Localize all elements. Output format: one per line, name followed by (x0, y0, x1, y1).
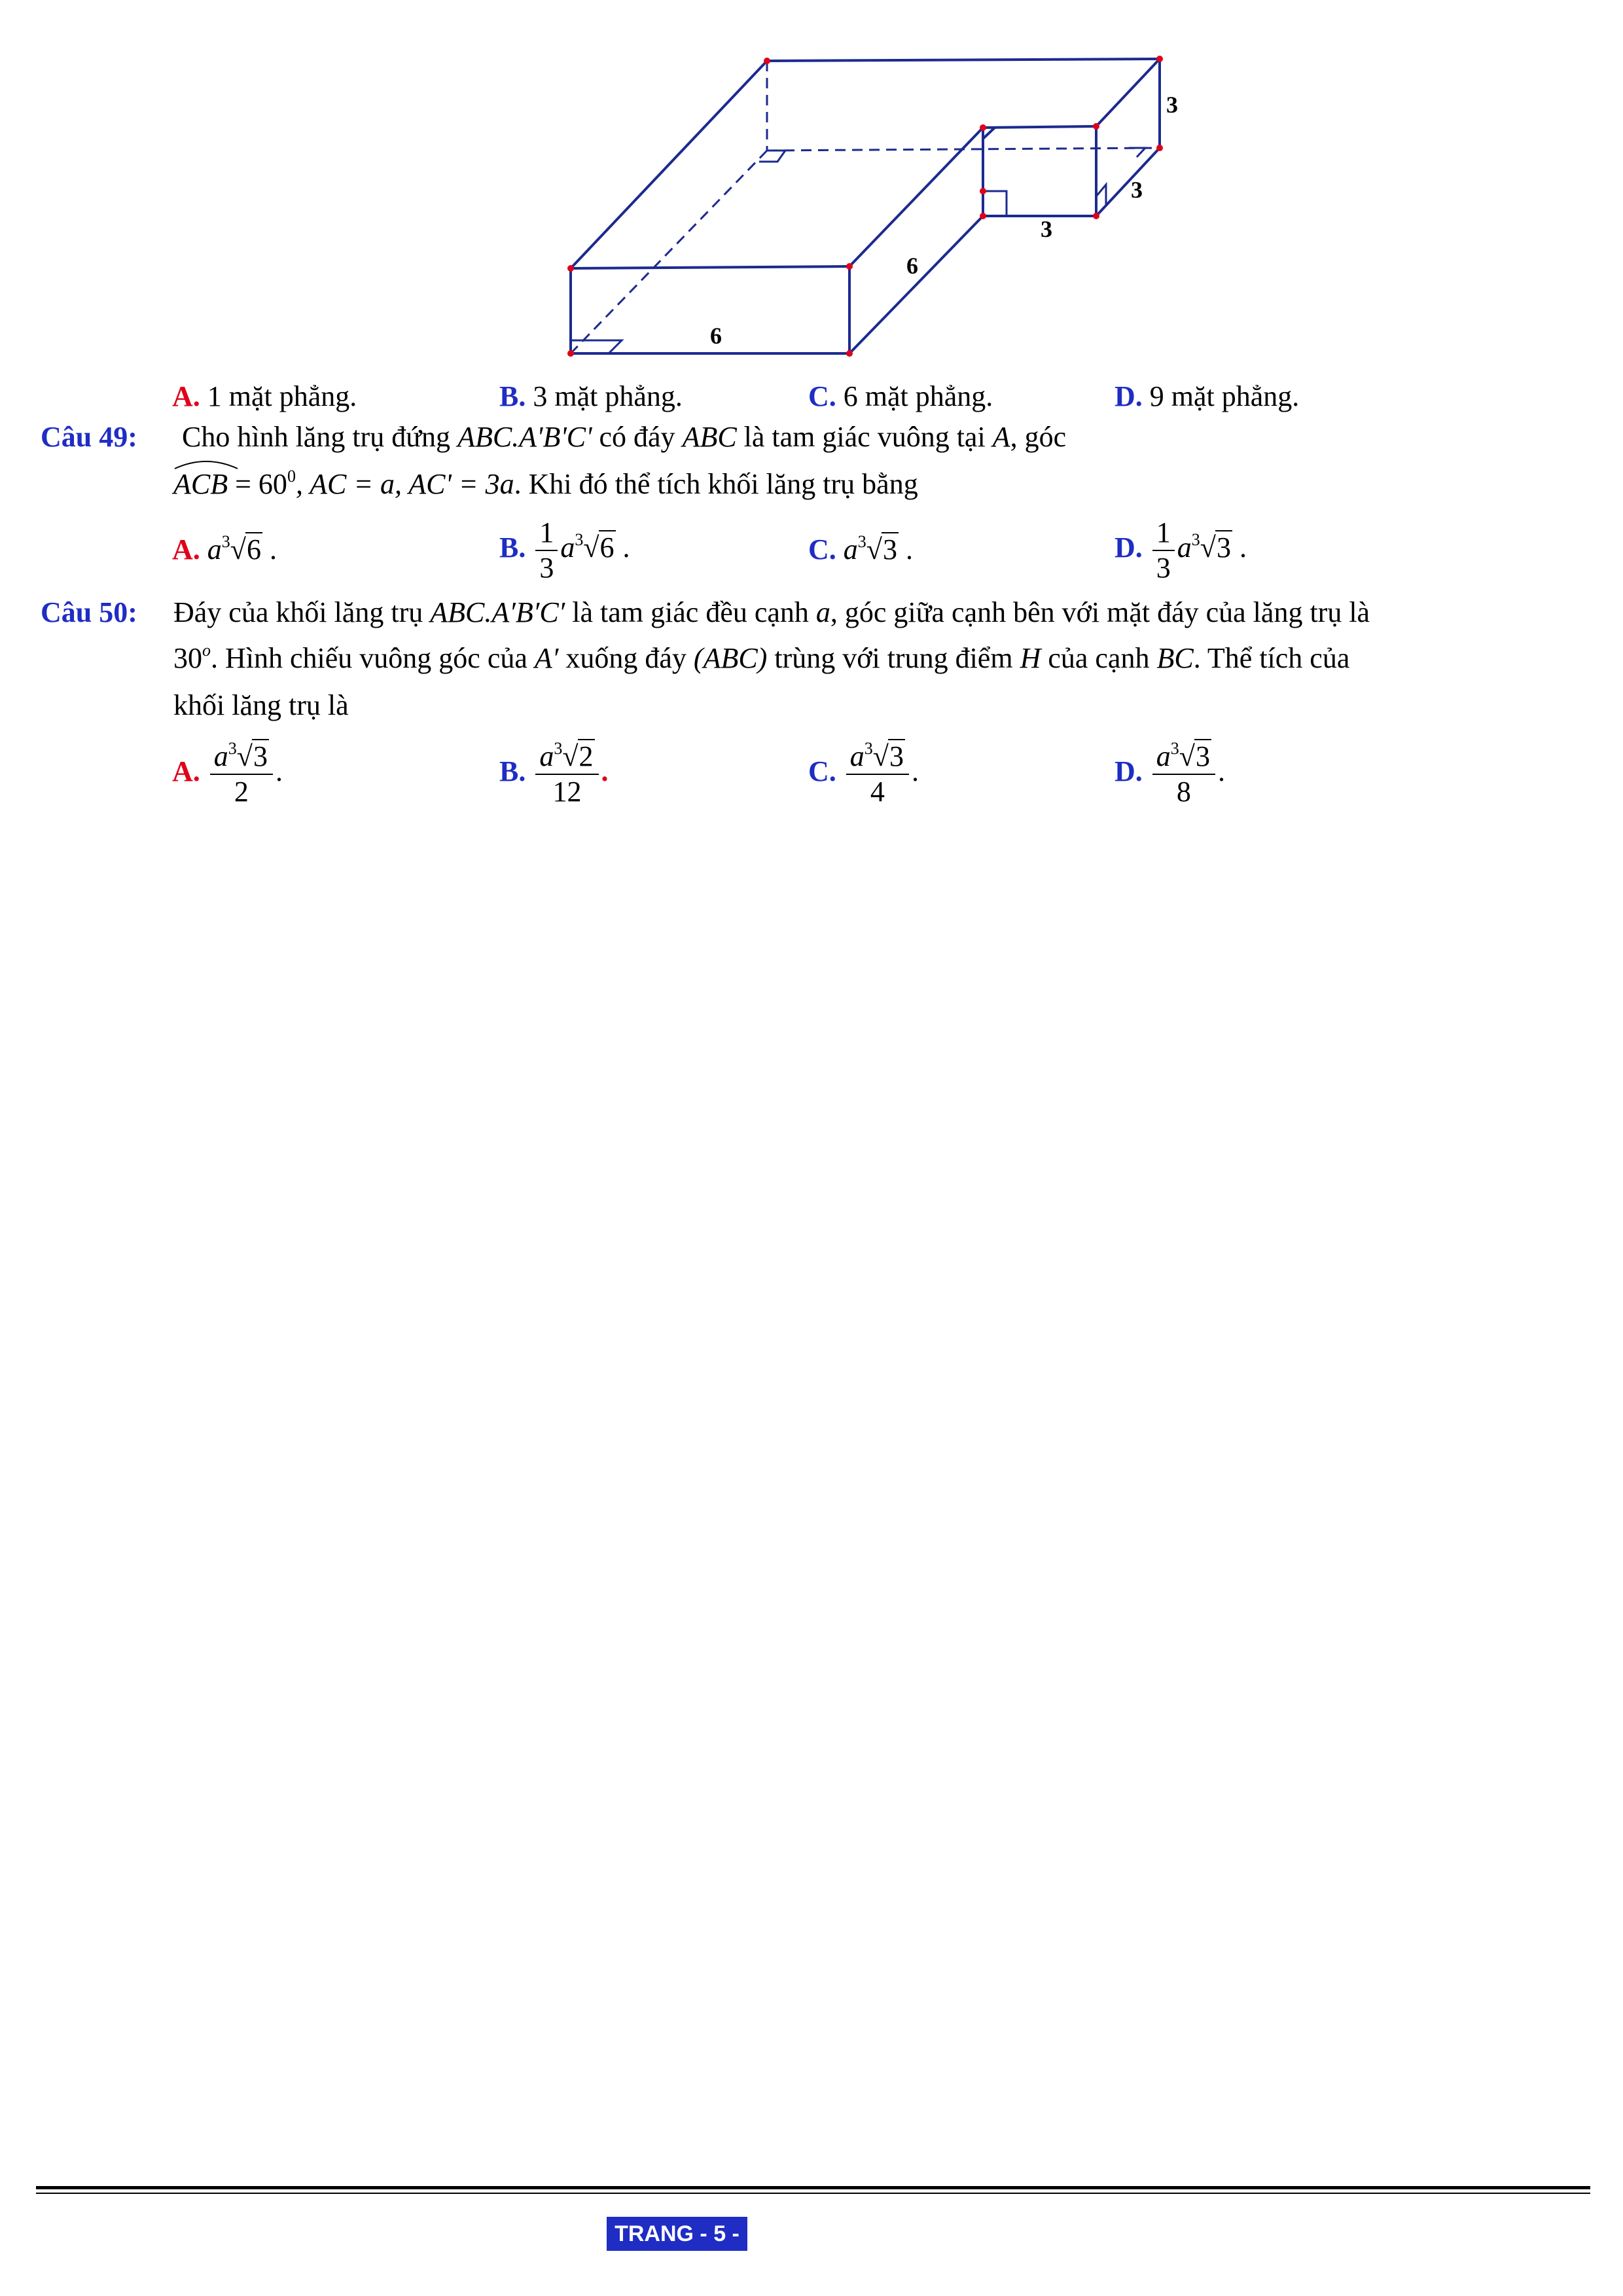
angle-acb: ACB (173, 468, 228, 500)
fraction: $\frac{a^3√2}{12}$ (535, 740, 598, 809)
q49-option-d: D. $\frac{1}{3}$ $a^3√3$ . (1115, 516, 1247, 584)
option-letter: A. (172, 380, 200, 412)
q49-option-c: C. $a^3√3$ . (808, 532, 913, 565)
q50-option-d: D. $\frac{a^3√3}{8}$ . (1115, 739, 1225, 808)
option-letter: D. (1115, 380, 1143, 412)
q49-line1: Cho hình lăng trụ đứng ABC.A'B'C' có đáy ABC là tam giác vuông tại A, góc (182, 421, 1067, 453)
q50-line1: Đáy của khối lăng trụ ABC.A′B′C′ là tam giác đều cạnh a, góc giữa cạnh bên với mặt đáy của lăng trụ là (173, 596, 1370, 628)
fraction: $\frac{1}{3}$ (535, 516, 558, 585)
q48-option-a (172, 378, 357, 415)
option-text: 6 mặt phẳng. (836, 380, 993, 412)
q50-line2: 30$^o$. Hình chiếu vuông góc của A′ xuống đáy (ABC) trùng với trung điểm H của cạnh BC. Thể tích của (173, 641, 1350, 674)
q50-label: Câu 50: (41, 596, 137, 628)
figure-label: 3 (1131, 177, 1143, 203)
option-text: 1 mặt phẳng. (200, 380, 357, 412)
figure-label: 3 (1041, 216, 1052, 242)
q50-option-b: B. $\frac{a^3√2}{12}$ . (499, 739, 609, 808)
fraction: $\frac{1}{3}$ (1152, 516, 1175, 585)
geometry-figure (563, 52, 1191, 367)
fraction: $\frac{a^3√3}{4}$ (846, 740, 909, 809)
q48-option-b (499, 378, 683, 415)
figure-label: 3 (1166, 92, 1178, 118)
fraction: $\frac{a^3√3}{8}$ (1152, 740, 1215, 809)
q48-option-d (1115, 378, 1299, 415)
figure-label: 6 (710, 323, 722, 349)
q50-line3: khối lăng trụ là (173, 689, 349, 721)
q48-option-c (808, 378, 993, 415)
q49-option-b: B. $\frac{1}{3}$ $a^3√6$ . (499, 516, 630, 584)
q49-option-a: A. $a^3√6$ . (172, 532, 277, 565)
footer-rule (36, 2193, 1590, 2194)
fraction: $\frac{a^3√3}{2}$ (210, 740, 273, 809)
option-letter: B. (499, 380, 526, 412)
footer-rule (36, 2186, 1590, 2189)
option-text: 9 mặt phẳng. (1142, 380, 1300, 412)
option-letter: C. (808, 380, 836, 412)
q49-label: Câu 49: (41, 421, 137, 453)
option-text: 3 mặt phẳng. (526, 380, 683, 412)
q50-option-c: C. $\frac{a^3√3}{4}$ . (808, 739, 919, 808)
q50-option-a: A. $\frac{a^3√3}{2}$ . (172, 739, 283, 808)
q49-line2: ACB = $60^0$, AC = a, AC' = 3a. Khi đó thể tích khối lăng trụ bằng (173, 466, 918, 503)
figure-label: 6 (906, 253, 918, 279)
page-number-badge: TRANG - 5 - (607, 2217, 747, 2251)
